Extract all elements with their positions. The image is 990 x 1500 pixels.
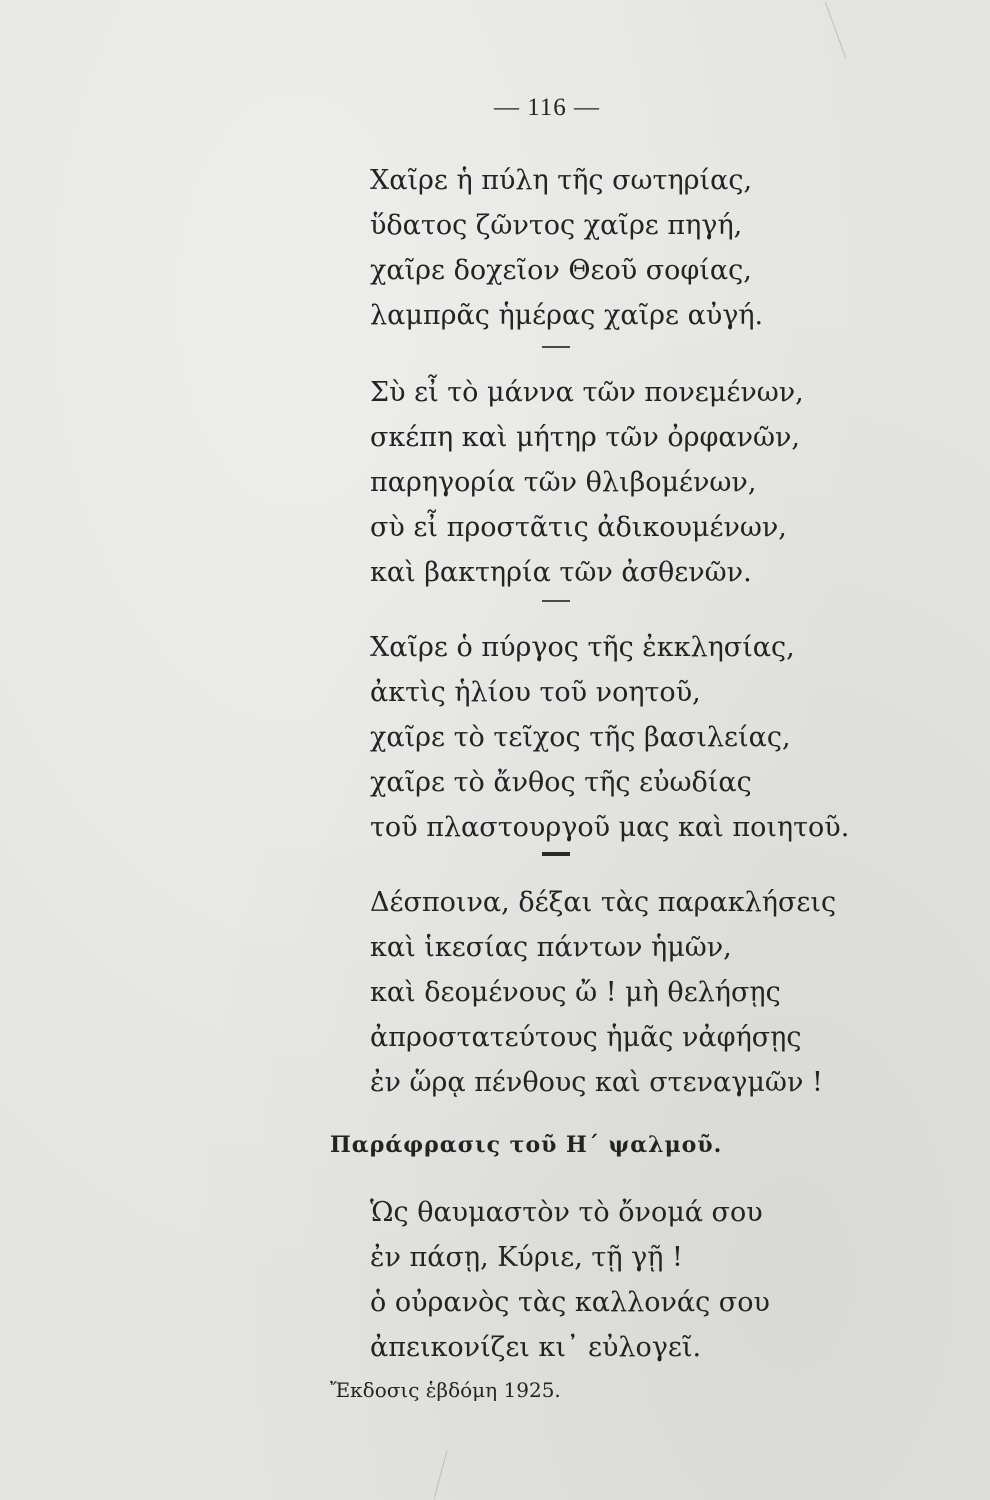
verse-line: καὶ ἱκεσίας πάντων ἡμῶν, <box>370 932 732 963</box>
verse-line: Σὺ εἶ τὸ μάννα τῶν πονεμένων, <box>370 377 804 408</box>
paper-scratch <box>825 2 846 59</box>
verse-line: καὶ βακτηρία τῶν ἀσθενῶν. <box>370 557 752 588</box>
verse-line: σὺ εἶ προστᾶτις ἀδικουμένων, <box>370 512 787 543</box>
verse-line: Χαῖρε ἡ πύλη τῆς σωτηρίας, <box>370 165 753 196</box>
verse-line: Ὡς θαυμαστὸν τὸ ὄνομά σου <box>370 1197 763 1228</box>
verse-line: χαῖρε τὸ ἄνθος τῆς εὐωδίας <box>370 767 752 798</box>
verse-line: σκέπη καὶ μήτηρ τῶν ὀρφανῶν, <box>370 422 801 453</box>
stanza-1 <box>370 158 763 338</box>
page-number: — 116 — <box>493 94 601 121</box>
verse-line: χαῖρε τὸ τεῖχος τῆς βασιλείας, <box>370 722 791 753</box>
edition-note: Ἔκδοσις ἑβδόμη 1925. <box>330 1378 561 1402</box>
verse-line: ἀκτὶς ἡλίου τοῦ νοητοῦ, <box>370 677 701 708</box>
verse-line: τοῦ πλαστουργοῦ μας καὶ ποιητοῦ. <box>370 812 850 843</box>
verse-line: καὶ δεομένους ὤ ! μὴ θελήσῃς <box>370 977 781 1008</box>
psalm-stanza <box>370 1190 770 1370</box>
stanza-2 <box>370 370 804 595</box>
verse-line: χαῖρε δοχεῖον Θεοῦ σοφίας, <box>370 255 752 286</box>
verse-line: παρηγορία τῶν θλιβομένων, <box>370 467 757 498</box>
verse-line: ἐν πάσῃ, Κύριε, τῇ γῇ ! <box>370 1242 683 1273</box>
stanza-divider <box>542 346 570 348</box>
verse-line: Δέσποινα, δέξαι τὰς παρακλήσεις <box>370 887 837 918</box>
stanza-4 <box>370 880 836 1105</box>
paper-scratch <box>434 1451 448 1500</box>
verse-line: ὁ οὐρανὸς τὰς καλλονάς σου <box>370 1287 770 1318</box>
stanza-divider <box>542 600 570 602</box>
verse-line: λαμπρᾶς ἡμέρας χαῖρε αὐγή. <box>370 300 764 331</box>
verse-line: ἐν ὥρᾳ πένθους καὶ στεναγμῶν ! <box>370 1067 823 1098</box>
verse-line: Χαῖρε ὁ πύργος τῆς ἐκκλησίας, <box>370 632 795 663</box>
verse-line: ἀπροστατεύτους ἡμᾶς νἀφήσῃς <box>370 1022 802 1053</box>
verse-line: ἀπεικονίζει κι᾽ εὐλογεῖ. <box>370 1332 702 1363</box>
verse-line: ὕδατος ζῶντος χαῖρε πηγή, <box>370 210 743 241</box>
section-heading: Παράφρασις τοῦ Η΄ ψαλμοῦ. <box>330 1132 723 1158</box>
stanza-3 <box>370 625 849 850</box>
stanza-divider <box>542 852 570 856</box>
